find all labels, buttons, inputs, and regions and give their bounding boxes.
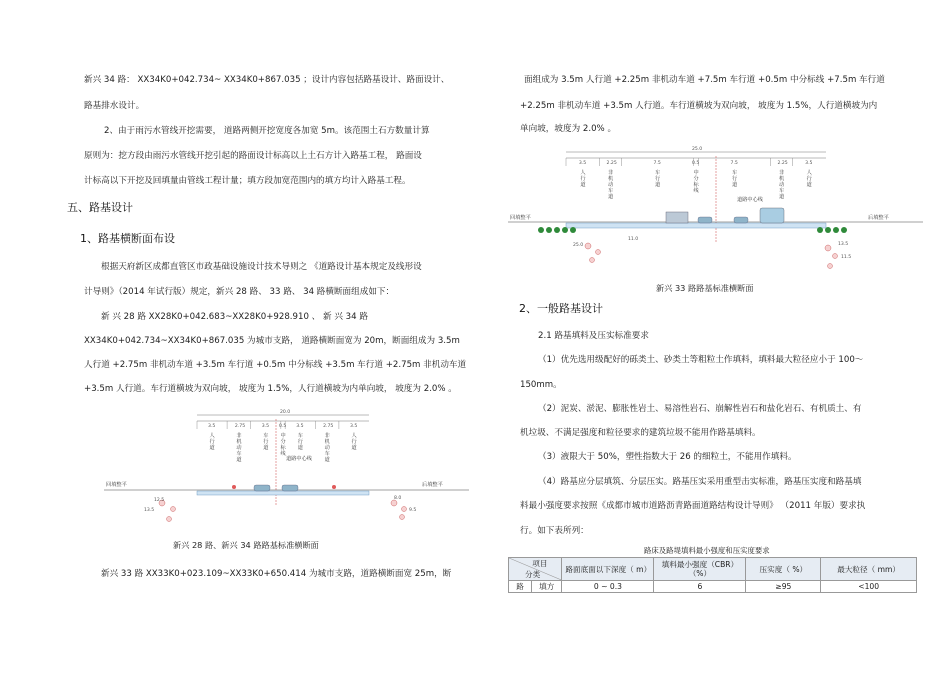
paragraph: 单向坡，坡度为 2.0% 。 <box>520 124 617 134</box>
pipe-elevation-label: 13.5 <box>838 242 849 247</box>
pipe-elevation-label: 25.0 <box>573 243 584 248</box>
paragraph: 路基排水设计。 <box>84 101 145 111</box>
lane-label-char: 行 <box>806 176 812 182</box>
paragraph: +2.25m 非机动车道 +3.5m 人行道。车行道横坡为双向坡， 坡度为 1.5%，人行道横坡为内 <box>520 101 878 111</box>
lane-label-char: 非 <box>778 170 785 176</box>
paragraph: 料最小强度要求按照《成都市城市道路沥青路面道路结构设计导则》 （2011 年版）要求执 <box>520 501 866 511</box>
lane-label-char: 中 <box>280 433 286 439</box>
paragraph: 机垃圾、不满足强度和粒径要求的建筑垃圾不能用作路基填料。 <box>520 428 761 438</box>
lane-label-char: 人 <box>351 433 357 439</box>
lane-width-label: 3.5 <box>208 424 216 429</box>
pipe-elevation-label: 13.5 <box>144 508 155 513</box>
lane-width-label: 7.5 <box>730 161 738 166</box>
lane-label-char: 机 <box>778 176 785 182</box>
paragraph: 150mm。 <box>520 380 562 390</box>
lane-label-char: 道 <box>654 182 661 188</box>
right-grade-label: 后填整平 <box>868 215 889 221</box>
lane-label-char: 车 <box>778 188 785 194</box>
subsection-heading: 2、一般路基设计 <box>519 302 603 315</box>
right-grade-label: 后填整平 <box>422 482 443 488</box>
section-heading: 五、路基设计 <box>67 201 133 214</box>
table-cell: 填方 <box>532 581 562 593</box>
lane-label-char: 行 <box>580 176 586 182</box>
table-row <box>509 581 917 593</box>
center-line-label: 道路中心线 <box>737 197 763 203</box>
lane-label-char: 道 <box>608 194 614 200</box>
total-width-label: 20.0 <box>280 410 291 415</box>
lane-label-char: 标 <box>280 445 286 451</box>
lane-label-char: 非 <box>324 433 330 439</box>
paragraph: （2）泥炭、淤泥、膨胀性岩土、易溶性岩石、崩解性岩石和盐化岩石、有机质土、有 <box>538 404 862 414</box>
table-header-class: 分类 <box>525 570 541 579</box>
left-grade-label: 回填整平 <box>106 482 127 488</box>
lane-label-char: 车 <box>236 451 242 457</box>
paragraph: 新 兴 28 路 XX28K0+042.683~XX28K0+928.910 、 新 兴 34 路 <box>101 312 368 322</box>
table-header-max-size: 最大粒径（ mm） <box>821 558 917 581</box>
lane-label-char: 机 <box>608 176 614 182</box>
table-header-depth: 路面底面以下深度（ m） <box>562 558 654 581</box>
pipe-elevation-label: 11.0 <box>628 237 639 242</box>
lane-label-char: 动 <box>236 445 242 451</box>
table-corner-header <box>509 558 562 581</box>
paragraph: 新兴 33 路 XX33K0+023.109~XX33K0+650.414 为城市支路，道路横断面宽 25m，断 <box>101 569 452 579</box>
lane-label-char: 车 <box>324 451 330 457</box>
table-cell: 0 ~ 0.3 <box>562 581 654 593</box>
lane-width-label: 3.5 <box>261 424 270 429</box>
paragraph: +3.5m 人行道。车行道横坡为双向坡， 坡度为 1.5%，人行道横坡为内单向坡， 坡度为 2.0% 。 <box>84 384 457 394</box>
lane-label-char: 道 <box>209 445 215 451</box>
lane-label-char: 人 <box>209 433 215 439</box>
paragraph: 人行道 +2.75m 非机动车道 +3.5m 车行道 +0.5m 中分标线 +3.5m 车行道 +2.75m 非机动车道 <box>84 360 467 370</box>
lane-width-label: 7.5 <box>653 161 661 166</box>
paragraph: 行。如下表所列： <box>520 526 589 536</box>
lane-label-char: 非 <box>608 170 614 176</box>
lane-label-char: 车 <box>654 170 661 176</box>
table-cell: 路 <box>509 581 532 593</box>
lane-label-char: 标 <box>693 182 699 188</box>
paragraph: （4）路基应分层填筑、分层压实。路基压实采用重型击实标准，路基压实度和路基填 <box>538 477 862 487</box>
paragraph: （3）液限大于 50%，塑性指数大于 26 的细粒土，不能用作填料。 <box>538 452 797 462</box>
lane-label-char: 动 <box>778 182 785 188</box>
lane-label-char: 车 <box>608 188 614 194</box>
lane-label-char: 非 <box>236 433 242 439</box>
figure-caption: 新兴 28 路、新兴 34 路路基标准横断面 <box>173 540 319 550</box>
table-cell: 6 <box>654 581 746 593</box>
pipe-elevation-label: 8.0 <box>394 496 402 501</box>
lane-width-label: 2.25 <box>777 161 788 166</box>
lane-label-char: 机 <box>236 439 242 445</box>
lane-label-char: 道 <box>351 445 357 451</box>
lane-width-label: 3.5 <box>349 424 358 429</box>
lane-label-char: 线 <box>280 451 286 457</box>
lane-label-char: 车 <box>297 433 303 439</box>
lane-label-char: 车 <box>732 170 738 176</box>
lane-width-label: 2.75 <box>234 424 246 429</box>
lane-width-label: 3.5 <box>805 161 813 166</box>
subsection-heading: 1、路基横断面布设 <box>80 232 175 245</box>
figure-caption: 新兴 33 路路基标准横断面 <box>656 283 754 293</box>
lane-label-char: 动 <box>324 445 330 451</box>
lane-label-char: 分 <box>280 439 286 445</box>
lane-label-char: 行 <box>209 439 215 445</box>
lane-label-char: 道 <box>778 194 785 200</box>
paragraph: 面组成为 3.5m 人行道 +2.25m 非机动车道 +7.5m 车行道 +0.5m 中分标线 +7.5m 车行道 <box>524 75 885 85</box>
paragraph: 根据天府新区成都直管区市政基础设施设计技术导则之 《道路设计基本规定及线形设 <box>101 262 422 272</box>
lane-label-char: 人 <box>806 170 812 176</box>
lane-width-label: 2.75 <box>323 424 334 429</box>
lane-label-char: 动 <box>608 182 614 188</box>
lane-width-label: 3.5 <box>296 424 304 429</box>
total-width-label: 25.0 <box>692 147 703 152</box>
lane-label-char: 车 <box>263 433 269 439</box>
lane-label-char: 行 <box>263 439 269 445</box>
table-cell: <100 <box>821 581 917 593</box>
table-title: 路床及路堤填料最小强度和压实度要求 <box>644 546 770 555</box>
cross-section-diagram-28-34 <box>104 405 469 535</box>
paragraph: 计导则》（2014 年试行版）规定，新兴 28 路、 33 路、 34 路横断面组成如下： <box>84 287 395 297</box>
paragraph: XX34K0+042.734~XX34K0+867.035 为城市支路， 道路横断面宽为 20m，断面组成为 3.5m <box>84 336 460 346</box>
lane-label-char: 道 <box>297 445 303 451</box>
lane-width-label: 3.5 <box>578 161 587 166</box>
lane-label-char: 行 <box>732 176 738 182</box>
paragraph: 计标高以下开挖及回填量由管线工程计量；填方段加宽范围内的填方均计入路基工程。 <box>84 176 411 186</box>
pipe-elevation-label: 12.5 <box>154 498 165 503</box>
lane-label-char: 道 <box>324 457 330 463</box>
lane-label-char: 道 <box>236 457 242 463</box>
lane-label-char: 行 <box>654 176 661 182</box>
paragraph: （1）优先选用级配好的砾类土、砂类土等粗粒土作填料，填料最大粒径应小于 100～ <box>538 355 864 365</box>
lane-label-char: 中 <box>693 170 699 176</box>
table-header-compaction: 压实度（ %） <box>746 558 821 581</box>
table-header-cbr: 填料最小强度（CBR）（%） <box>654 558 746 581</box>
lane-label-char: 线 <box>693 188 699 194</box>
lane-label-char: 行 <box>297 439 303 445</box>
cross-section-diagram-33 <box>508 142 923 282</box>
lane-width-label: 0.5 <box>279 424 287 429</box>
lane-width-label: 2.25 <box>606 161 617 166</box>
paragraph: 原则为：挖方段由雨污水管线开挖引起的路面设计标高以上土石方计入路基工程， 路面设 <box>84 151 422 161</box>
subsection-heading: 2.1 路基填料及压实标准要求 <box>538 331 649 341</box>
lane-label-char: 道 <box>263 445 269 451</box>
paragraph: 新兴 34 路： XX34K0+042.734~ XX34K0+867.035 ；设计内容包括路基设计、路面设计、 <box>84 75 450 85</box>
table-header-item: 项目 <box>532 559 548 568</box>
pipe-elevation-label: 9.5 <box>409 508 417 513</box>
left-grade-label: 回填整平 <box>510 215 531 221</box>
lane-label-char: 人 <box>580 170 586 176</box>
paragraph: 2、由于雨污水管线开挖需要， 道路两侧开挖宽度各加宽 5m。该范围土石方数量计算 <box>104 126 430 136</box>
lane-label-char: 机 <box>324 439 330 445</box>
lane-label-char: 分 <box>693 176 699 182</box>
center-line-label: 道路中心线 <box>286 456 312 462</box>
lane-label-char: 道 <box>806 182 812 188</box>
lane-label-char: 道 <box>732 182 738 188</box>
lane-label-char: 行 <box>351 439 357 445</box>
requirements-table <box>508 557 917 593</box>
lane-width-label: 0.5 <box>692 161 700 166</box>
pipe-elevation-label: 11.5 <box>841 255 852 260</box>
lane-label-char: 道 <box>580 182 586 188</box>
table-cell: ≥95 <box>746 581 821 593</box>
